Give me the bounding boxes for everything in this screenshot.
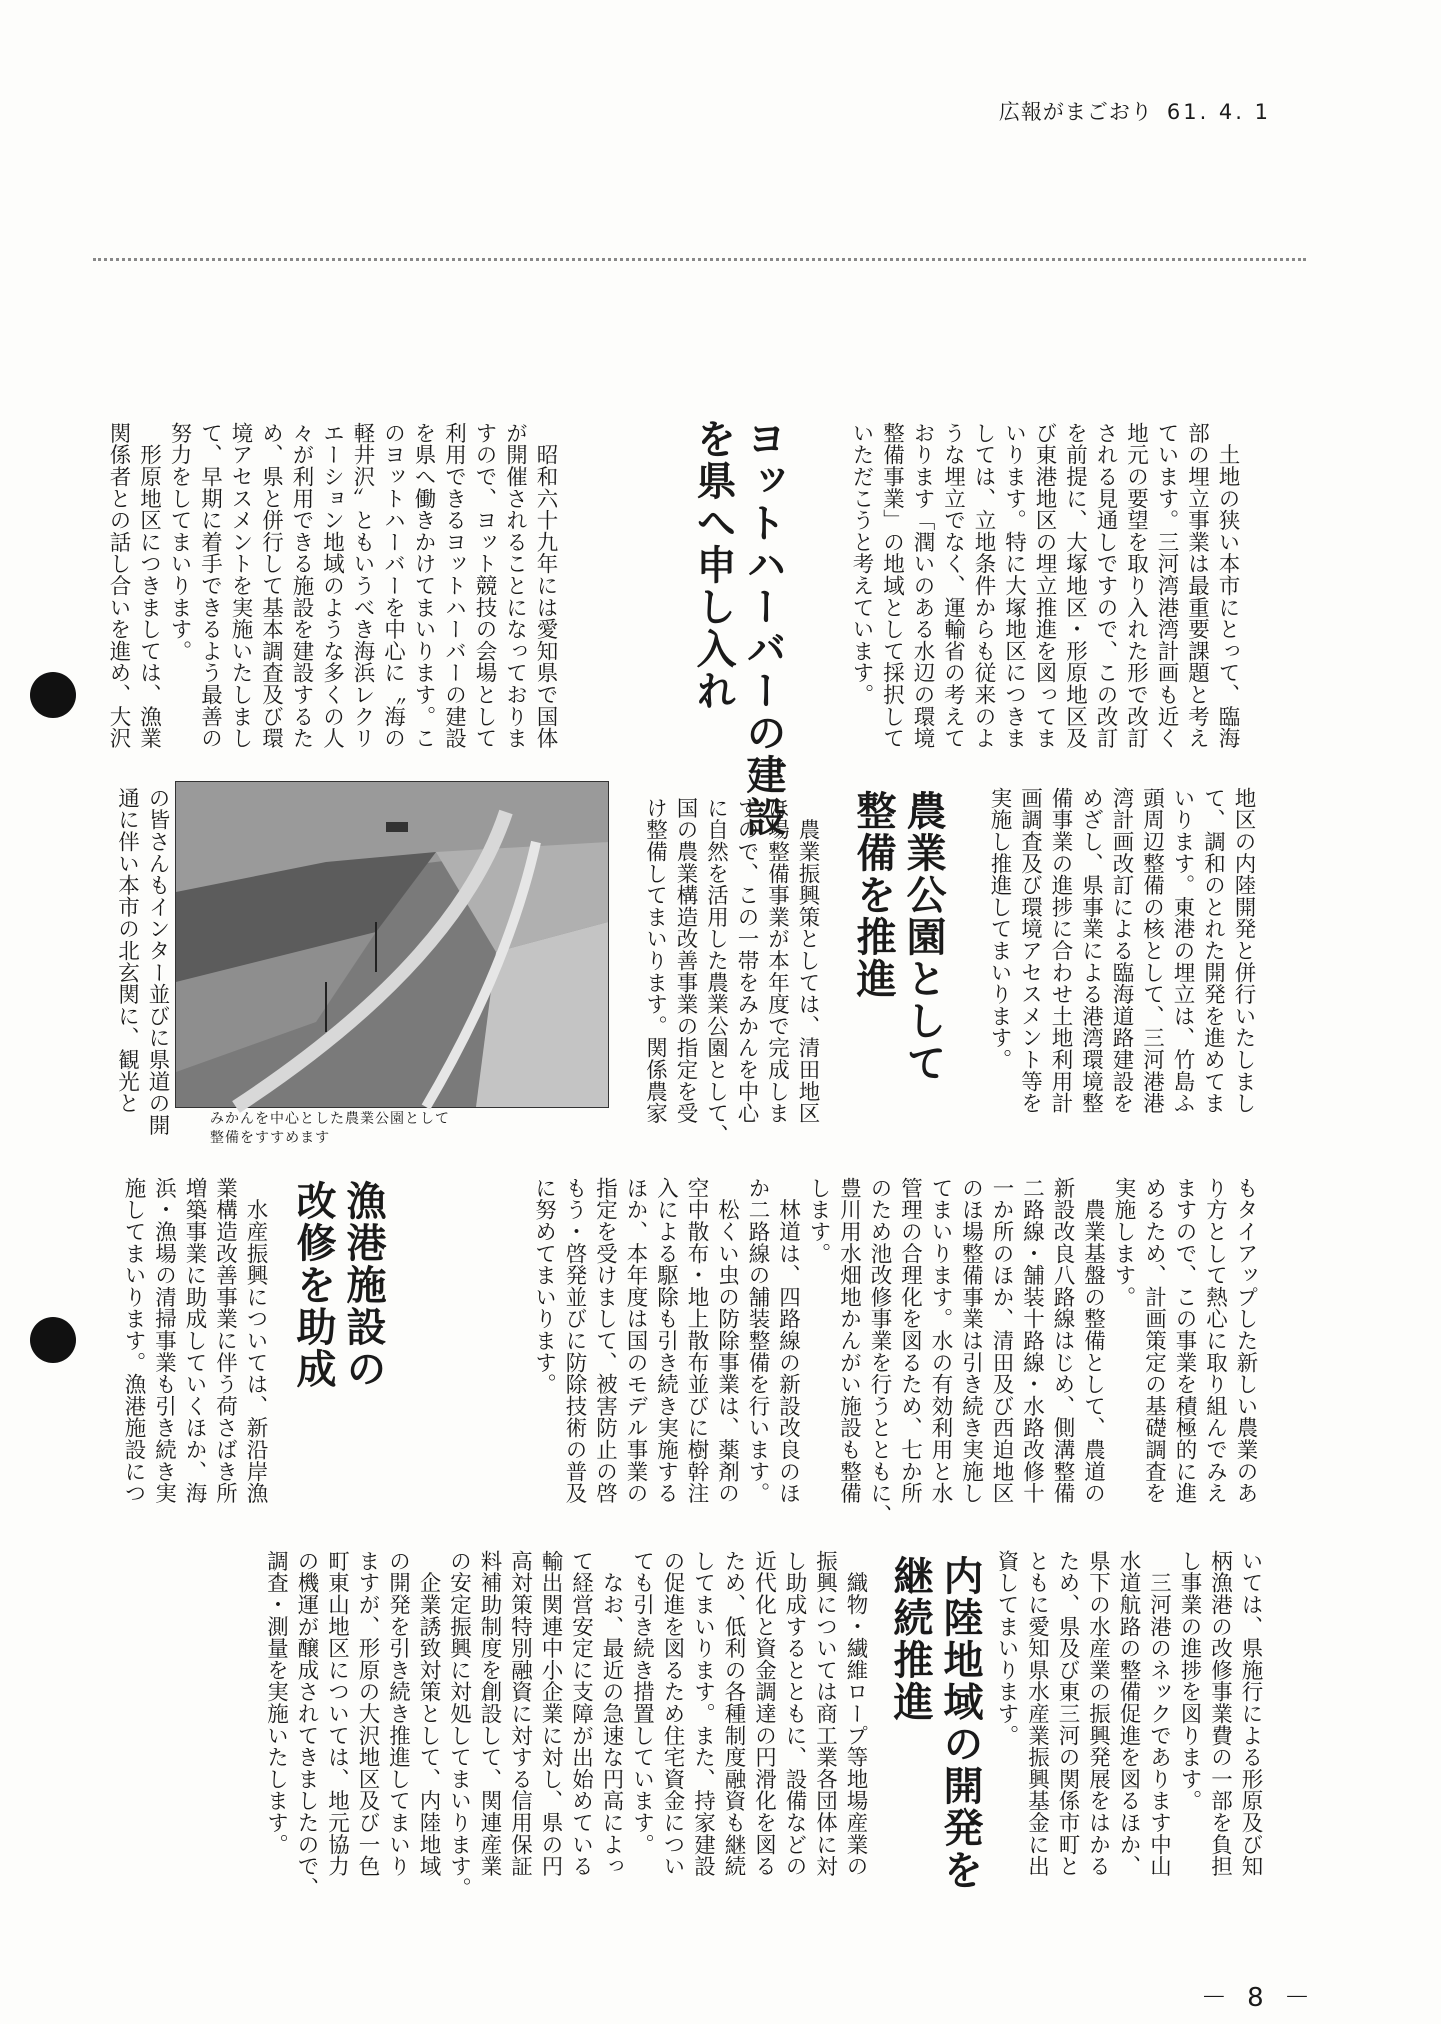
- photo-caption: みかんを中心とした農業公園として 整備をすすめます: [210, 1111, 450, 1146]
- photo-agricultural-park: [175, 781, 609, 1108]
- heading-inland-development: 内陸地域の開発を 継続推進: [887, 1555, 983, 1891]
- aerial-photo-image: [176, 782, 608, 1107]
- binder-hole-bottom: [30, 1317, 76, 1363]
- article-text-fisheries: 水産振興については、新沿岸漁 業構造改善事業に伴う荷さばき所 増築事業に助成していくほか、海 浜・漁場の清掃事業も引き続き実 施してまいります。漁港施設につ: [121, 1177, 268, 1504]
- page-header: [999, 96, 1271, 126]
- article-text-reclamation: 土地の狭い本市にとって、臨海 部の埋立事業は最重要課題と考え ています。三河湾港湾計画も近く 地元の要望を取り入れた形で改訂 される見通しですので、この改訂 を前提に、大塚地区・形原地区及 び東港地区の埋立推進を図ってま いります。特に大塚地区につきま しては、立地条件からも従来のよ うな埋立でなく、運輸省の考えて おります「潤いのある水辺の環境 整備事業」の地域として採択して いただこうと考えています。: [849, 422, 1240, 749]
- heading-fishing-port: 漁港施設の 改修を助成: [290, 1180, 386, 1390]
- article-text-north-gate: の皆さんもインター並びに県道の開 通に伴い本市の北玄関に、観光と: [114, 787, 170, 1136]
- binder-hole-top: [30, 672, 76, 718]
- page-number: － 8 －: [1200, 1983, 1316, 2013]
- article-text-yacht: 昭和六十九年には愛知県で国体 が開催されることになっておりま すので、ヨット競技の会場として 利用できるヨットハーバーの建設 を県へ働きかけてまいります。こ のヨットハーバーを中心に〝海の 軽井沢〟ともいうべき海浜レクリ エーション地域のような多くの人 々が利用できる施設を建設するた め、県と併行して基本調査及び環 境アセスメントを実施いたしまし て、早期に着手できるよう最善の 努力をしてまいります。 形原地区につきましては、漁業 関係者との話し合いを進め、大沢: [106, 422, 558, 749]
- heading-agricultural-park: 農業公園として 整備を推進: [850, 790, 946, 1084]
- header-divider: [93, 258, 1306, 261]
- article-text-mikawa-port: いては、県施行による形原及び知 柄漁港の改修事業費の一部を負担 し事業の進捗を図ります。 三河港のネックであります中山 水道航路の整備促進を図るほか、 県下の水産業の振興発展をはかる ため、県及び東三河の関係市町と ともに愛知県水産業振興基金に出 資してまいります。: [994, 1550, 1263, 1877]
- article-text-east-port: 地区の内陸開発と併行いたしまし て、調和のとれた開発を進めてま いります。東港の埋立は、竹島ふ 頭周辺整備の核として、三河港港 湾計画改訂による臨海道路建設を めざし、県事業による港湾環境整 備事業の進捗に合わせ土地利用計 画調査及び環境アセスメント等を 実施し推進してまいります。: [987, 787, 1256, 1114]
- publication-title: 広報がまごおり: [998, 100, 1153, 124]
- heading-yacht-harbor: ヨットハーバーの建設 を県へ申し入れ: [690, 418, 786, 838]
- article-text-agriculture: 農業振興策としては、清田地区 ほ場整備事業が本年度で完成しま すので、この一帯をみかんを中心 に自然を活用した農業公園として、 国の農業構造改善事業の指定を受 け整備してまいります。関係農家: [642, 797, 820, 1146]
- article-text-agri-infrastructure: もタイアップした新しい農業のあ り方として熱心に取り組んでみえ ますので、この事業を積極的に進 めるため、計画策定の基礎調査を 実施します。 農業基盤の整備として、農道の 新設改良八路線はじめ、側溝整備 二路線・舗装十路線・水路改修十 一か所のほか、清田及び西迫地区 のほ場整備事業は引き続き実施し てまいります。水の有効利用と水 管理の合理化を図るため、七か所 のため池改修事業を行うとともに、 豊川用水畑地かんがい施設も整備 します。 林道は、四路線の新設改良のほ か二路線の舗装整備を行います。 松くい虫の防除事業は、薬剤の 空中散布・地上散布並びに樹幹注 入による駆除も引き続き実施する ほか、本年度は国のモデル事業の 指定を受けまして、被害防止の啓 もう・啓発並びに防除技術の普及 に努めてまいります。: [531, 1177, 1258, 1526]
- article-text-local-industry: 織物・繊維ロープ等地場産業の 振興については商工業各団体に対 し助成するとともに、設備などの 近代化と資金調達の円滑化を図る ため、低利の各種制度融資も継続 してまいります。また、持家建設 の促進を図るため住宅資金につい ても引き続き措置しています。 なお、最近の急速な円高によっ て経営安定に支障が出始めている 輸出関連中小企業に対し、県の円 高対策特別融資に対する信用保証 料補助制度を創設して、関連産業 の安定振興に対処してまいります。 企業誘致対策として、内陸地域 の開発を引き続き推進してまいり ますが、形原の大沢地区及び一色 町東山地区については、地元協力 の機運が醸成されてきましたので、 調査・測量を実施いたします。: [263, 1550, 868, 1899]
- publication-date: 61. 4. 1: [1166, 100, 1271, 124]
